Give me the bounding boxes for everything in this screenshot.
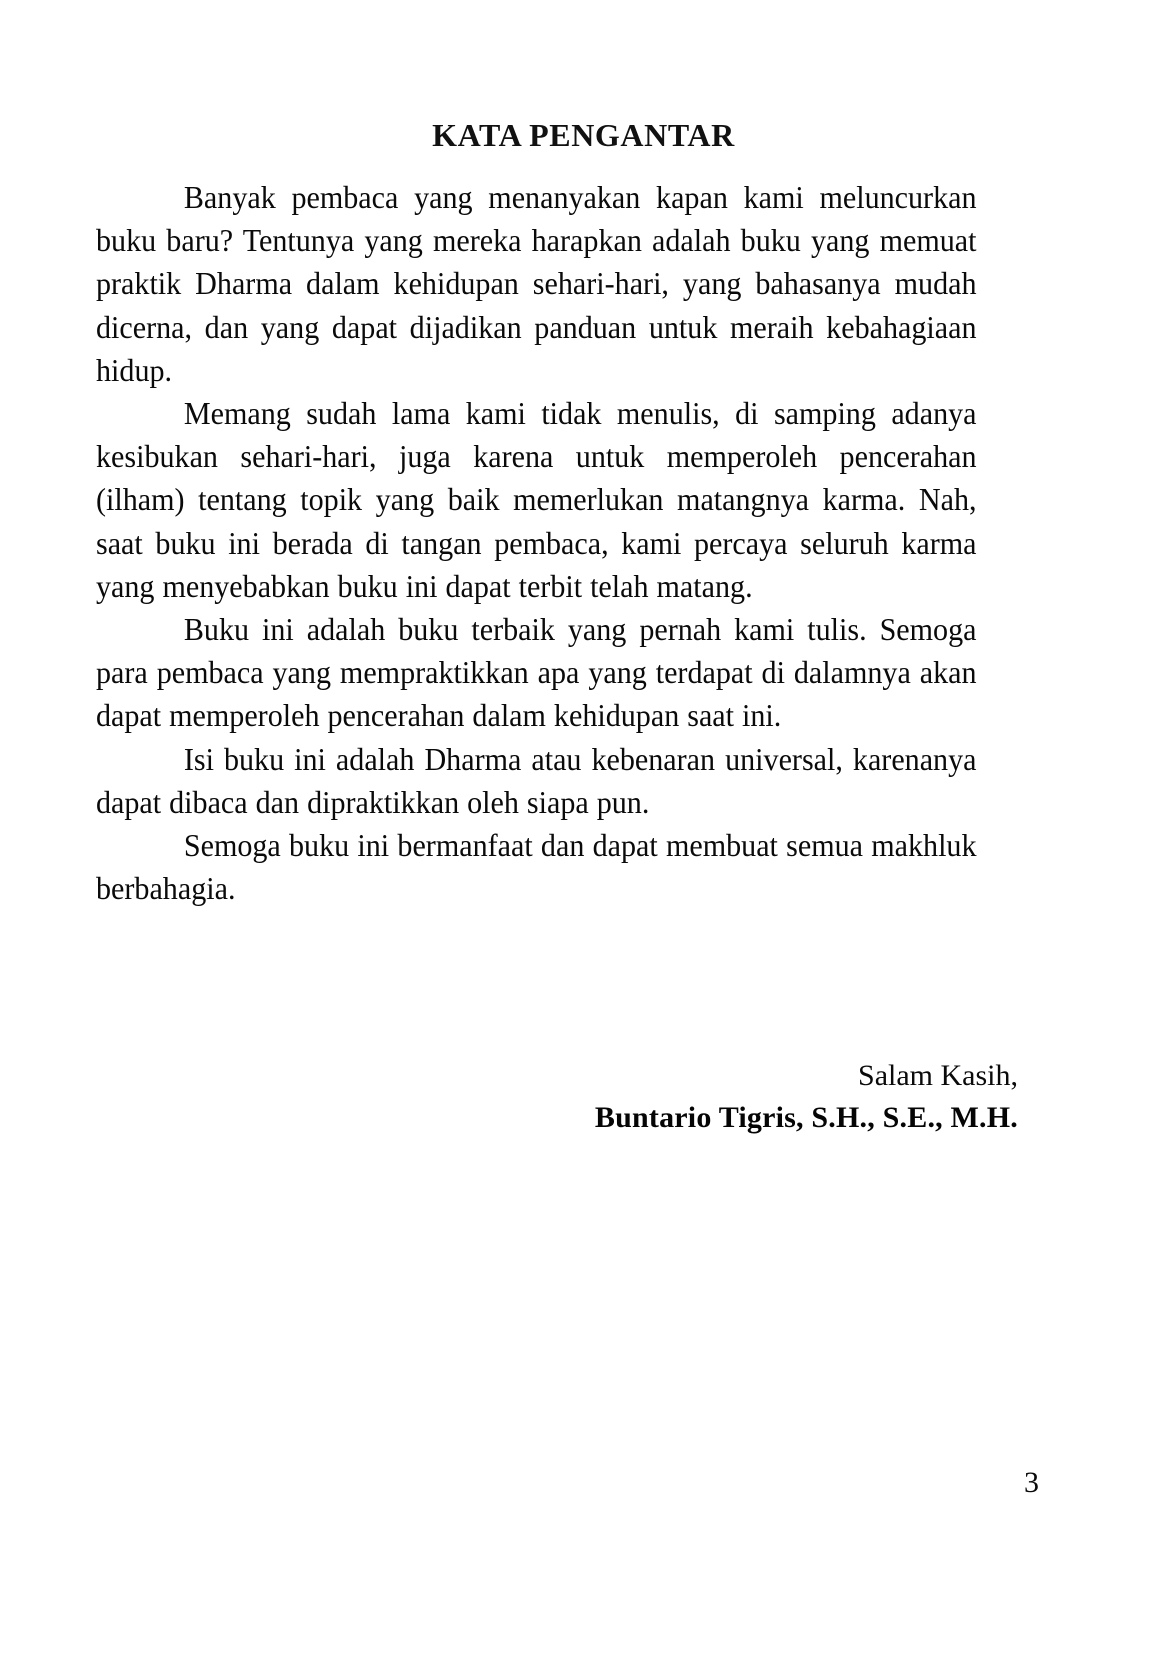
body-paragraph: Memang sudah lama kami tidak menulis, di samping adanya kesibukan sehari-hari, juga karena untuk memperoleh pencerahan (ilham) tentang topik yang baik memerlukan matangnya karma. Nah, saat buku ini berada di tangan pembaca, kami percaya seluruh karma yang menyebabkan buku ini dapat terbit telah matang. bbox=[96, 396, 977, 604]
closing-salutation: Salam Kasih, bbox=[858, 1059, 1018, 1092]
closing-block bbox=[96, 1055, 1018, 1139]
document-body bbox=[96, 176, 1018, 910]
body-paragraph: Buku ini adalah buku terbaik yang pernah kami tulis. Semoga para pembaca yang mempraktikkan apa yang terdapat di dalamnya akan dapat memperoleh pencerahan dalam kehidupan saat ini. bbox=[96, 612, 977, 734]
author-signature: Buntario Tigris, S.H., S.E., M.H. bbox=[594, 1101, 1018, 1134]
page-title: KATA PENGANTAR bbox=[432, 117, 735, 154]
body-paragraph: Isi buku ini adalah Dharma atau kebenaran universal, karenanya dapat dibaca dan dipraktikkan oleh siapa pun. bbox=[96, 741, 977, 820]
body-paragraph: Banyak pembaca yang menanyakan kapan kami meluncurkan buku baru? Tentunya yang mereka harapkan adalah buku yang memuat praktik Dharma dalam kehidupan sehari-hari, yang bahasanya mudah dicerna, dan yang dapat dijadikan panduan untuk meraih kebahagiaan hidup. bbox=[96, 180, 977, 388]
page-number: 3 bbox=[1024, 1466, 1039, 1499]
body-paragraph: Semoga buku ini bermanfaat dan dapat membuat semua makhluk berbahagia. bbox=[96, 828, 977, 907]
